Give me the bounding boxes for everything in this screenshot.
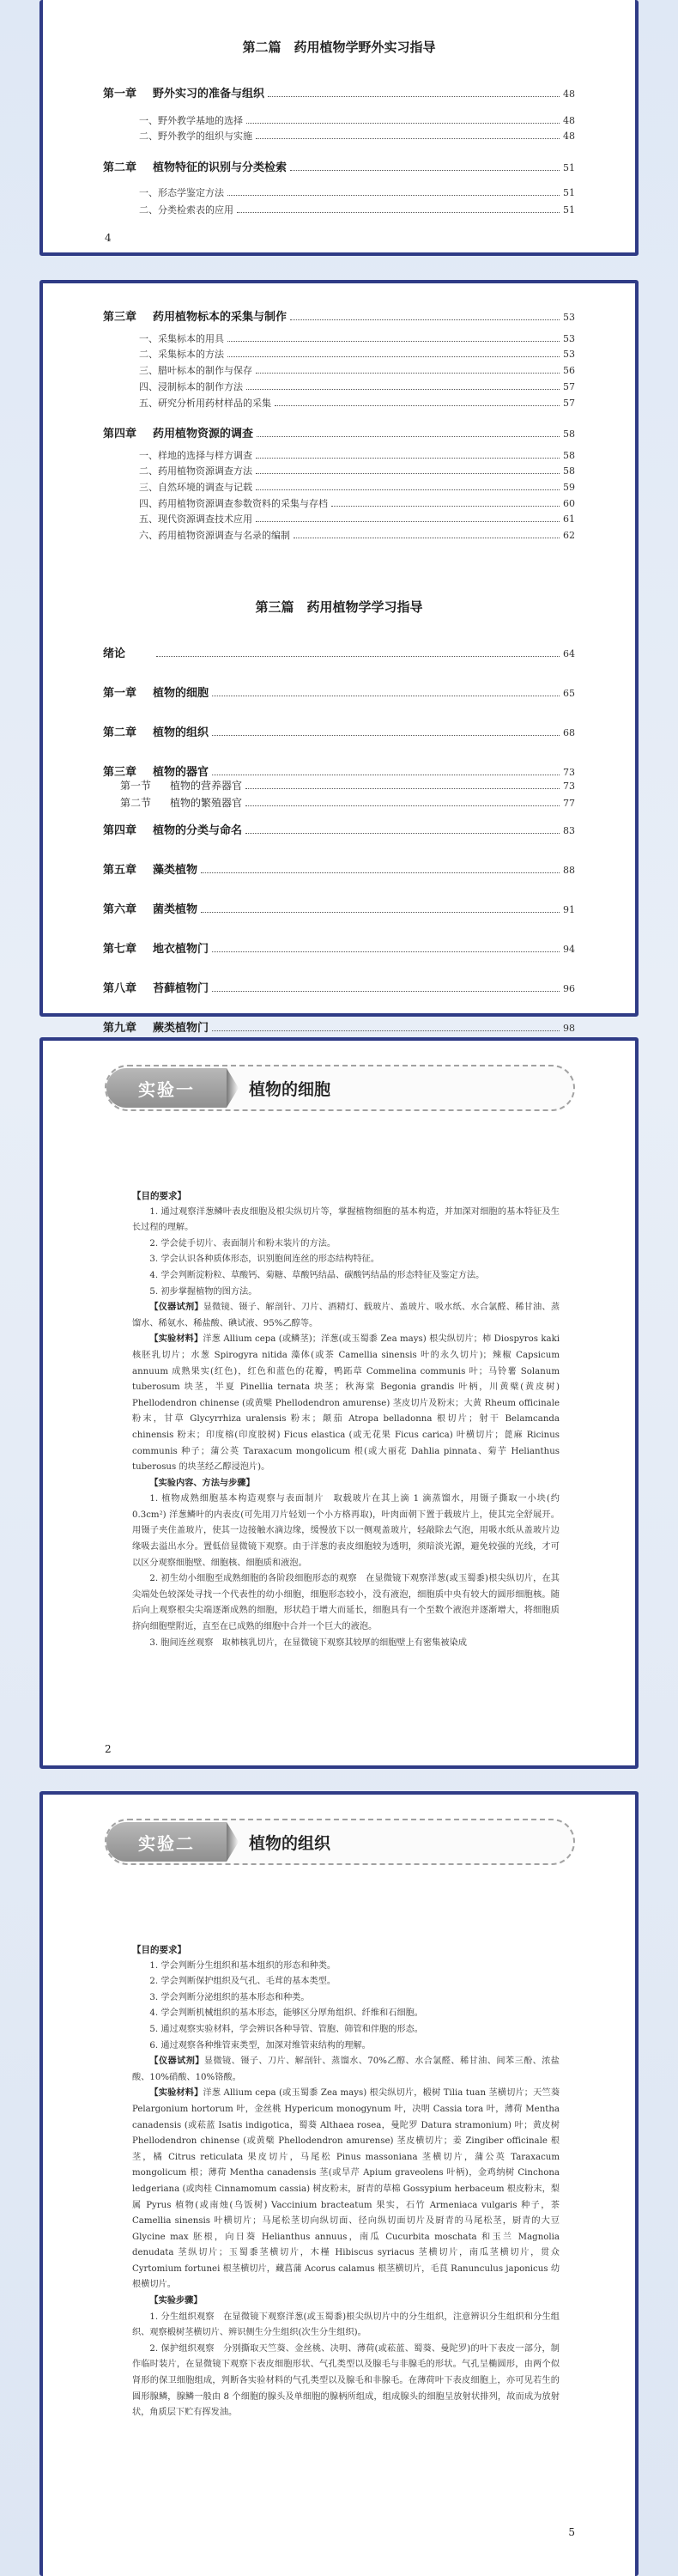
toc-entry-chapter [103, 683, 575, 700]
toc-entry-label: 藻类植物 [153, 864, 198, 877]
steps-heading: 【实验内容、方法与步骤】 [149, 1478, 255, 1488]
lab-title: 植物的组织 [249, 1833, 331, 1853]
lab-title: 植物的细胞 [249, 1079, 331, 1099]
toc-entry-page: 61 [563, 513, 575, 525]
page-number: 5 [568, 2526, 575, 2538]
equipment-text: 显微镜、镊子、刀片、解剖针、蒸馏水、70%乙醇、水合氯醛、稀甘油、间苯三酚、浓盐酸、10%硝酸、10%铬酸。 [132, 2057, 560, 2082]
lab-banner [105, 1819, 575, 1865]
purpose-item: 1. 学会判断分生组织和基本组织的形态和种类。 [149, 1960, 336, 1971]
toc-entry-number: 第二章 [103, 161, 137, 174]
materials-heading: 【实验材料】 [149, 2088, 203, 2099]
toc-entry-page: 83 [563, 825, 575, 836]
toc-entry-subsection [120, 795, 575, 810]
purpose-item: 1. 通过观察洋葱鳞叶表皮细胞及根尖纵切片等，掌握植物细胞的基本构造，并加深对细胞的基本特征及生长过程的理解。 [132, 1206, 560, 1233]
dot-leader [256, 489, 560, 490]
toc-entry-page: 58 [563, 450, 575, 461]
toc-entry-label: 二、药用植物资源调查方法 [139, 465, 252, 477]
toc-entry-number: 第三章 [103, 766, 137, 779]
book-page-lab-2 [39, 1791, 639, 2576]
toc-entry-page: 59 [563, 482, 575, 493]
toc-entry-label: 四、药用植物资源调查参数资料的采集与存档 [139, 498, 328, 509]
toc-entry-number: 第九章 [103, 1022, 137, 1035]
purpose-item: 6. 通过观察各种维管束类型，加深对维管束结构的理解。 [149, 2040, 371, 2050]
dot-leader [212, 1030, 560, 1031]
step-item: 1. 分生组织观察 在显微镜下观察洋葱(或玉蜀黍)根尖纵切片中的分生组织，注意辨识分生组织和分生组织、观察椴树茎横切片、辨识侧生分生组织(次生分生组织)。 [132, 2312, 560, 2338]
toc-entry-number: 第一章 [103, 88, 137, 100]
toc-entry-number: 第六章 [103, 903, 137, 916]
toc-entry-page: 98 [563, 1023, 575, 1034]
toc-entry-page: 56 [563, 365, 575, 376]
toc-entry-label: 野外实习的准备与组织 [153, 88, 265, 100]
toc-entry-page: 77 [563, 798, 575, 809]
purpose-heading: 【目的要求】 [132, 1945, 186, 1955]
dot-leader [156, 656, 560, 657]
toc-entry-label: 一、野外教学基地的选择 [139, 115, 243, 126]
toc-entry-number: 第一章 [103, 687, 137, 700]
dot-leader [212, 735, 560, 736]
lab-banner [105, 1065, 575, 1111]
toc-entry-page: 65 [563, 688, 575, 699]
toc-entry-chapter [103, 821, 575, 837]
dot-leader [275, 405, 560, 406]
toc-entry-number: 第二章 [103, 726, 137, 739]
toc-entry-label: 六、药用植物资源调查与名录的编制 [139, 530, 290, 541]
toc-entry-page: 58 [563, 428, 575, 440]
dot-leader [331, 506, 560, 507]
toc-entry-label: 药用植物资源的调查 [153, 428, 254, 440]
lab-body [132, 1942, 560, 2421]
toc-entry-page: 73 [563, 767, 575, 778]
toc-entry-label: 药用植物标本的采集与制作 [153, 311, 288, 324]
toc-entry-page: 96 [563, 983, 575, 994]
toc-entry-label: 一、样地的选择与样方调查 [139, 450, 252, 461]
purpose-item: 5. 初步掌握植物的图方法。 [149, 1286, 257, 1297]
toc-entry-page: 48 [563, 88, 575, 100]
toc-entry-number: 绪论 [103, 647, 126, 660]
toc-entry-page: 53 [563, 333, 575, 344]
step-item: 2. 初生幼小细胞至成熟细胞的各阶段细胞形态的观察 在显微镜下观察洋葱(或玉蜀黍)根尖纵切片，在其尖端处色较深处寻找一个代表性的幼小细胞，细胞形态较小，没有液泡，细胞质中央有较大的圆形细胞核。随后向上观察根尖尖端逐渐成熟的细胞，形状趋于增大而延长，细胞具有一个至数个液泡并逐渐增大，将细胞质挤向细胞壁附近，直至在已成熟的细胞中合并一个巨大的液泡。 [132, 1574, 560, 1632]
toc-entry-page: 58 [563, 465, 575, 477]
dot-leader [290, 170, 560, 171]
toc-entry-section [139, 331, 575, 345]
dot-leader [227, 195, 560, 196]
toc-entry-number: 第三章 [103, 311, 137, 324]
toc-entry-label: 地衣植物门 [153, 943, 209, 956]
toc-entry-section [139, 380, 575, 393]
dot-leader [245, 805, 560, 806]
toc-entry-page: 62 [563, 530, 575, 541]
page-number: 4 [105, 232, 112, 244]
dot-leader [201, 872, 560, 873]
toc-entry-label: 植物特征的识别与分类检索 [153, 161, 288, 174]
toc-entry-chapter [103, 939, 575, 956]
toc-entry-section [139, 496, 575, 510]
dot-leader [212, 951, 560, 952]
toc-entry-page: 57 [563, 381, 575, 392]
toc-entry-number: 第二节 [120, 797, 152, 809]
purpose-item: 3. 学会认识各种质体形态，识别胞间连丝的形态结构特征。 [149, 1255, 380, 1265]
toc-entry-number: 第五章 [103, 864, 137, 877]
materials-heading: 【实验材料】 [149, 1334, 203, 1345]
equipment-heading: 【仪器试剂】 [149, 1303, 203, 1313]
purpose-item: 2. 学会判断保护组织及气孔、毛茸的基本类型。 [149, 1977, 336, 1987]
dot-leader [246, 389, 560, 390]
dot-leader [246, 123, 560, 124]
toc-entry-section [139, 464, 575, 477]
toc-entry-label: 菌类植物 [153, 903, 198, 916]
purpose-heading: 【目的要求】 [132, 1191, 186, 1201]
toc-entry-page: 51 [563, 187, 575, 198]
toc-entry-chapter [103, 979, 575, 995]
step-item: 3. 胞间连丝观察 取柿核乳切片，在显微镜下观察其较厚的细胞壁上有密集被染成 [149, 1637, 467, 1648]
purpose-item: 5. 通过观察实验材料，学会辨识各种导管、管胞、筛管和伴胞的形态。 [149, 2024, 423, 2034]
toc-entry-label: 一、采集标本的用具 [139, 333, 224, 344]
toc-entry-label: 植物的分类与命名 [153, 824, 243, 837]
dot-leader [256, 521, 560, 522]
lab-body [132, 1188, 560, 1651]
toc-entry-chapter [103, 644, 575, 660]
toc-entry-page: 94 [563, 944, 575, 955]
toc-entry-section [139, 448, 575, 462]
toc-entry-label: 一、形态学鉴定方法 [139, 187, 224, 198]
toc-entry-page: 68 [563, 727, 575, 738]
page-number: 2 [105, 1743, 112, 1755]
toc-entry-section [139, 185, 575, 199]
toc-entry-section [139, 396, 575, 410]
toc-entry-label: 植物的营养器官 [170, 780, 243, 792]
dot-leader [245, 788, 560, 789]
toc-entry-section [139, 347, 575, 361]
toc-entry-section [139, 363, 575, 377]
toc-entry-label: 二、野外教学的组织与实施 [139, 131, 252, 142]
toc-entry-page: 48 [563, 115, 575, 126]
purpose-item: 4. 学会判断淀粉粒、草酸钙、菊糖、草酸钙结晶、碳酸钙结晶的形态特征及鉴定方法。 [149, 1270, 485, 1280]
toc-entry-chapter [103, 84, 575, 100]
toc-entry-page: 60 [563, 498, 575, 509]
toc-entry-label: 三、自然环境的调查与记载 [139, 482, 252, 493]
toc-entry-page: 51 [563, 162, 575, 173]
part-title: 第三篇 药用植物学学习指导 [255, 599, 423, 615]
toc-entry-label: 苔藓植物门 [153, 982, 209, 995]
part-title: 第二篇 药用植物学野外实习指导 [242, 39, 436, 55]
book-page-toc-2 [39, 280, 639, 1035]
toc-entry-chapter [103, 307, 575, 324]
dot-leader [256, 373, 560, 374]
materials-text: 洋葱 Allium cepa (或鳞茎)；洋葱(或玉蜀黍 Zea mays) 根尖纵切片；柿 Diospyros kaki 核胚乳切片；水葱 Spirogyra nitida 藻体(或茶 Camellia sinensis 叶的永久切片)；辣椒 Capsicum annuum 成熟果实(红色)，红色和蓝色的花瓣，鸭跖草 Commelina communis 叶；马铃薯 Solanum tuberosum 块茎，半夏 Pinellia ternata 块茎；秋海棠 Begonia grandis 叶柄，川黄檗(黄皮树) Phellodendron chinense (或黄檗 Phellodendron amurense) 茎皮切片及粉末；大黄 Rheum officinale 粉末，甘草 Glycyrrhiza uralensis 粉末；颠茄 Atropa belladonna 根切片；射干 Belamcanda chinensis 粉末；印度榕(印度胶树) Ficus elastica (或无花果 Ficus carica) 叶横切片；蓖麻 Ricinus communis 种子；蒲公英 Taraxacum mongolicum 根(或大丽花 Dahlia pinnata、菊芋 Helianthus tuberosus 的块茎经乙醇浸泡片)。 [132, 1334, 560, 1473]
equipment-heading: 【仪器试剂】 [149, 2057, 204, 2067]
dot-leader [227, 341, 560, 342]
toc-entry-chapter [103, 424, 575, 440]
dot-leader [268, 96, 560, 97]
toc-entry-page: 53 [563, 312, 575, 323]
toc-entry-page: 73 [563, 781, 575, 792]
toc-entry-section [139, 480, 575, 494]
toc-entry-page: 88 [563, 865, 575, 876]
lab-tab: 实验二 [106, 1822, 227, 1862]
toc-entry-page: 57 [563, 398, 575, 409]
dot-leader [212, 991, 560, 992]
dot-leader [290, 319, 560, 320]
toc-entry-label: 植物的细胞 [153, 687, 209, 700]
dot-leader [237, 212, 560, 213]
step-item: 2. 保护组织观察 分别撕取天竺葵、金丝桃、决明、薄荷(或菘蓝、蜀葵、曼陀罗)的叶下表皮一部分，制作临时装片，在显微镜下观察下表皮细胞形状、气孔类型以及腺毛与非腺毛的形状。气孔呈椭圆形，由两个似肾形的保卫细胞组成，判断各实验材料的气孔类型以及腺毛和非腺毛。在薄荷叶下表皮细胞上，亦可见若生的圆形腺鳞，腺鳞一般由 8 个细胞的腺头及单细胞的腺柄所组成，组成腺头的细胞呈放射状排列，故而成为放射状，角质层下贮有挥发油。 [132, 2343, 560, 2418]
toc-entry-label: 四、浸制标本的制作方法 [139, 381, 243, 392]
toc-entry-page: 91 [563, 904, 575, 915]
dot-leader [227, 356, 560, 357]
toc-entry-subsection [120, 778, 575, 793]
toc-entry-section [139, 528, 575, 542]
book-page-toc-1 [39, 0, 639, 256]
purpose-item: 4. 学会判断机械组织的基本形态，能够区分厚角组织、纤维和石细胞。 [149, 2008, 423, 2019]
toc-entry-label: 二、采集标本的方法 [139, 349, 224, 360]
toc-entry-chapter [103, 762, 575, 779]
toc-entry-label: 三、腊叶标本的制作与保存 [139, 365, 252, 376]
lab-tab: 实验一 [106, 1068, 227, 1108]
dot-leader [256, 473, 560, 474]
toc-entry-section [139, 129, 575, 143]
toc-entry-chapter [103, 158, 575, 174]
dot-leader [256, 138, 560, 139]
toc-entry-label: 植物的组织 [153, 726, 209, 739]
toc-entry-section [139, 203, 575, 216]
toc-entry-page: 64 [563, 648, 575, 659]
steps-heading: 【实验步骤】 [149, 2296, 203, 2306]
toc-entry-page: 51 [563, 204, 575, 216]
dot-leader [256, 458, 560, 459]
toc-entry-number: 第四章 [103, 824, 137, 837]
toc-entry-section [139, 512, 575, 526]
toc-entry-label: 蕨类植物门 [153, 1022, 209, 1035]
toc-entry-number: 第一节 [120, 780, 152, 792]
toc-entry-chapter [103, 900, 575, 916]
materials-text: 洋葱 Allium cepa (或玉蜀黍 Zea mays) 根尖纵切片，椴树 Tilia tuan 茎横切片；天竺葵 Pelargonium hortorum 叶，金丝桃 Hypericum monogynum 叶，决明 Cassia tora 叶，薄荷 Mentha canadensis (或菘蓝 Isatis indigotica，蜀葵 Althaea rosea，曼陀罗 Datura stramonium) 叶；黄皮树 Phellodendron chinense (或黄檗 Phellodendron amurense) 茎皮横切片；姜 Zingiber officinale 根茎，橘 Citrus reticulata 果皮切片，马尾松 Pinus massoniana 茎横切片，蒲公英 Taraxacum mongolicum 根；薄荷 Mentha canadensis 茎(或旱芹 Apium graveolens 叶柄)，金鸡纳树 Cinchona ledgeriana (或肉桂 Cinnamomum cassia) 树皮粉末，厨青的草棉 Gossypium herbaceum 根皮粉末，梨属 Pyrus 植物(或南烛(乌饭树) Vaccinium bracteatum 果实，石竹 Armeniaca vulgaris 种子，茶 Camellia sinensis 叶横切片；马尾松茎切向纵切面、径向纵切面切片及厨青的马尾松茎，厨青的大豆 Glycine max 胚根，向日葵 Helianthus annuus，南瓜 Cucurbita moschata 和玉兰 Magnolia denudata 茎纵切片；玉蜀黍茎横切片，木槿 Hibiscus syriacus 茎横切片，南瓜茎横切片，贯众 Cyrtomium fortunei 根茎横切片，藏菖蒲 Acorus calamus 根茎横切片，毛茛 Ranunculus japonicus 幼根横切片。 [132, 2088, 560, 2290]
dot-leader [257, 436, 560, 437]
book-page-lab-1 [39, 1037, 639, 1769]
toc-entry-chapter [103, 860, 575, 877]
equipment-text: 显微镜、镊子、解剖针、刀片、酒精灯、载玻片、盖玻片、吸水纸、水合氯醛、稀甘油、蒸馏水、稀氨水、稀盐酸、碘试液、95%乙醇等。 [132, 1303, 560, 1328]
toc-entry-chapter [103, 723, 575, 739]
toc-entry-page: 48 [563, 131, 575, 142]
toc-entry-label: 五、现代资源调查技术应用 [139, 513, 252, 525]
purpose-item: 2. 学会徒手切片、表面制片和粉末装片的方法。 [149, 1238, 336, 1249]
toc-entry-label: 五、研究分析用药材样品的采集 [139, 398, 271, 409]
toc-entry-label: 植物的器官 [153, 766, 209, 779]
toc-entry-section [139, 113, 575, 127]
toc-entry-number: 第七章 [103, 943, 137, 956]
toc-entry-number: 第四章 [103, 428, 137, 440]
toc-entry-number: 第八章 [103, 982, 137, 995]
toc-entry-chapter [103, 1018, 575, 1035]
dot-leader [245, 833, 560, 834]
purpose-item: 3. 学会判断分泌组织的基本形态和种类。 [149, 1992, 310, 2002]
toc-entry-label: 植物的繁殖器官 [170, 797, 243, 809]
step-item: 1. 植物成熟细胞基本构造观察与表面制片 取载玻片在其上滴 1 滴蒸馏水，用镊子撕取一小块(约 0.3cm²) 洋葱鳞叶的内表皮(可先用刀片轻划一个小方格再取)，叶肉面朝下置于载玻片上，使其完全舒展开。用镊子夹住盖玻片，使其一边接触水滴边缘，缓慢放下以一侧观盖玻片，轻敲除去气泡，用吸水纸从盖玻片边缘吸去溢出水分。置低倍显微镜下观察。由于洋葱的表皮细胞较为透明，须暗淡光源，避免较强的光线，才可以区分观察细胞壁、细胞核、细胞质和液泡。 [132, 1494, 560, 1568]
toc-entry-label: 二、分类检索表的应用 [139, 204, 233, 216]
toc-entry-page: 53 [563, 349, 575, 360]
dot-leader [201, 912, 560, 913]
